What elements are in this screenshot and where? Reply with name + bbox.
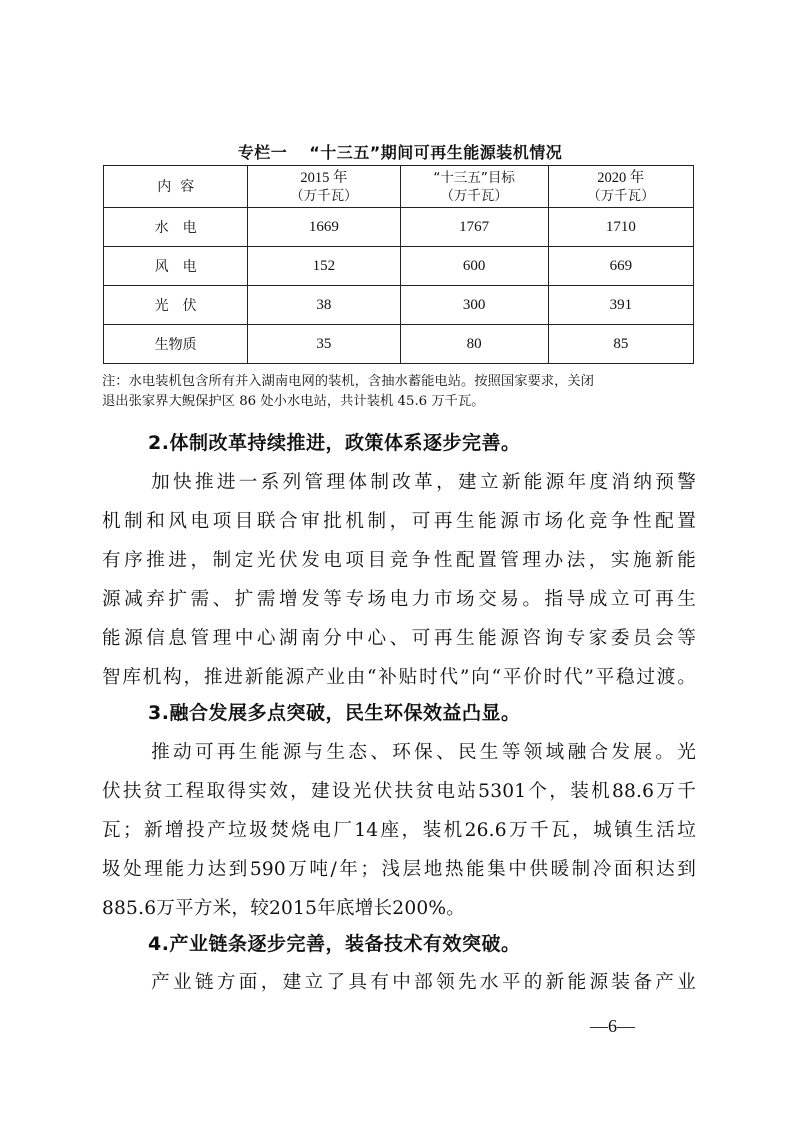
table-note <box>102 372 702 412</box>
row-label: 水电 <box>104 208 248 247</box>
table-row <box>104 286 694 325</box>
cell-target: 300 <box>400 286 548 325</box>
paragraph-line: 885.6万平方米，较2015年底增长200%。 <box>102 898 466 919</box>
paragraph-line: 推动可再生能源与生态、环保、民生等领域融合发展。光 <box>148 742 696 763</box>
page-number: —6— <box>590 1016 635 1036</box>
section-heading: 3.融合发展多点突破，民生环保效益凸显。 <box>148 702 521 724</box>
paragraph-line: 加快推进一系列管理体制改革，建立新能源年度消纳预警 <box>148 472 696 493</box>
cell-target: 600 <box>400 247 548 286</box>
paragraph-line: 机制和风电项目联合审批机制，可再生能源市场化竞争性配置 <box>102 511 696 532</box>
row-label: 风电 <box>104 247 248 286</box>
cell-2015: 35 <box>248 325 400 364</box>
cell-2015: 1669 <box>248 208 400 247</box>
row-label: 光伏 <box>104 286 248 325</box>
paragraph-line: 有序推进，制定光伏发电项目竞争性配置管理办法，实施新能 <box>102 550 696 571</box>
note-line: 注：水电装机包含所有并入湖南电网的装机，含抽水蓄能电站。按照国家要求，关闭 <box>102 374 594 389</box>
header-2015: 2015 年 （万千瓦） <box>248 166 400 208</box>
cell-2020: 85 <box>548 325 693 364</box>
header-content: 内 容 <box>104 166 248 208</box>
table-caption <box>100 140 700 163</box>
caption-prefix: 专栏一 <box>237 143 288 162</box>
caption-title: “十三五”期间可再生能源装机情况 <box>309 143 563 162</box>
paragraph-line: 瓦；新增投产垃圾焚烧电厂14座，装机26.6万千瓦，城镇生活垃 <box>102 820 696 841</box>
paragraph-line: 伏扶贫工程取得实效，建设光伏扶贫电站5301个，装机88.6万千 <box>102 781 696 802</box>
cell-2020: 669 <box>548 247 693 286</box>
paragraph-line: 产业链方面，建立了具有中部领先水平的新能源装备产业 <box>148 972 696 993</box>
header-2020: 2020 年 （万千瓦） <box>548 166 693 208</box>
row-label: 生物质 <box>104 325 248 364</box>
table-row <box>104 325 694 364</box>
cell-target: 80 <box>400 325 548 364</box>
cell-2015: 38 <box>248 286 400 325</box>
table-row <box>104 208 694 247</box>
cell-target: 1767 <box>400 208 548 247</box>
section-paragraph <box>102 463 696 697</box>
paragraph-line: 智库机构，推进新能源产业由“补贴时代”向“平价时代”平稳过渡。 <box>102 667 696 688</box>
table-header-row <box>104 166 694 208</box>
section-heading: 4.产业链条逐步完善，装备技术有效突破。 <box>148 933 521 955</box>
section-paragraph <box>102 963 696 1002</box>
paragraph-line: 源减弃扩需、扩需增发等专场电力市场交易。指导成立可再生 <box>102 589 696 610</box>
paragraph-line: 圾处理能力达到590万吨/年；浅层地热能集中供暖制冷面积达到 <box>102 859 696 880</box>
section-heading: 2.体制改革持续推进，政策体系逐步完善。 <box>148 432 521 454</box>
section-paragraph <box>102 733 696 928</box>
cell-2020: 391 <box>548 286 693 325</box>
table-row <box>104 247 694 286</box>
capacity-table <box>103 165 694 364</box>
cell-2020: 1710 <box>548 208 693 247</box>
cell-2015: 152 <box>248 247 400 286</box>
header-target: “十三五”目标 （万千瓦） <box>400 166 548 208</box>
note-line: 退出张家界大鲵保护区 86 处小水电站，共计装机 45.6 万千瓦。 <box>102 394 485 409</box>
paragraph-line: 能源信息管理中心湖南分中心、可再生能源咨询专家委员会等 <box>102 628 696 649</box>
